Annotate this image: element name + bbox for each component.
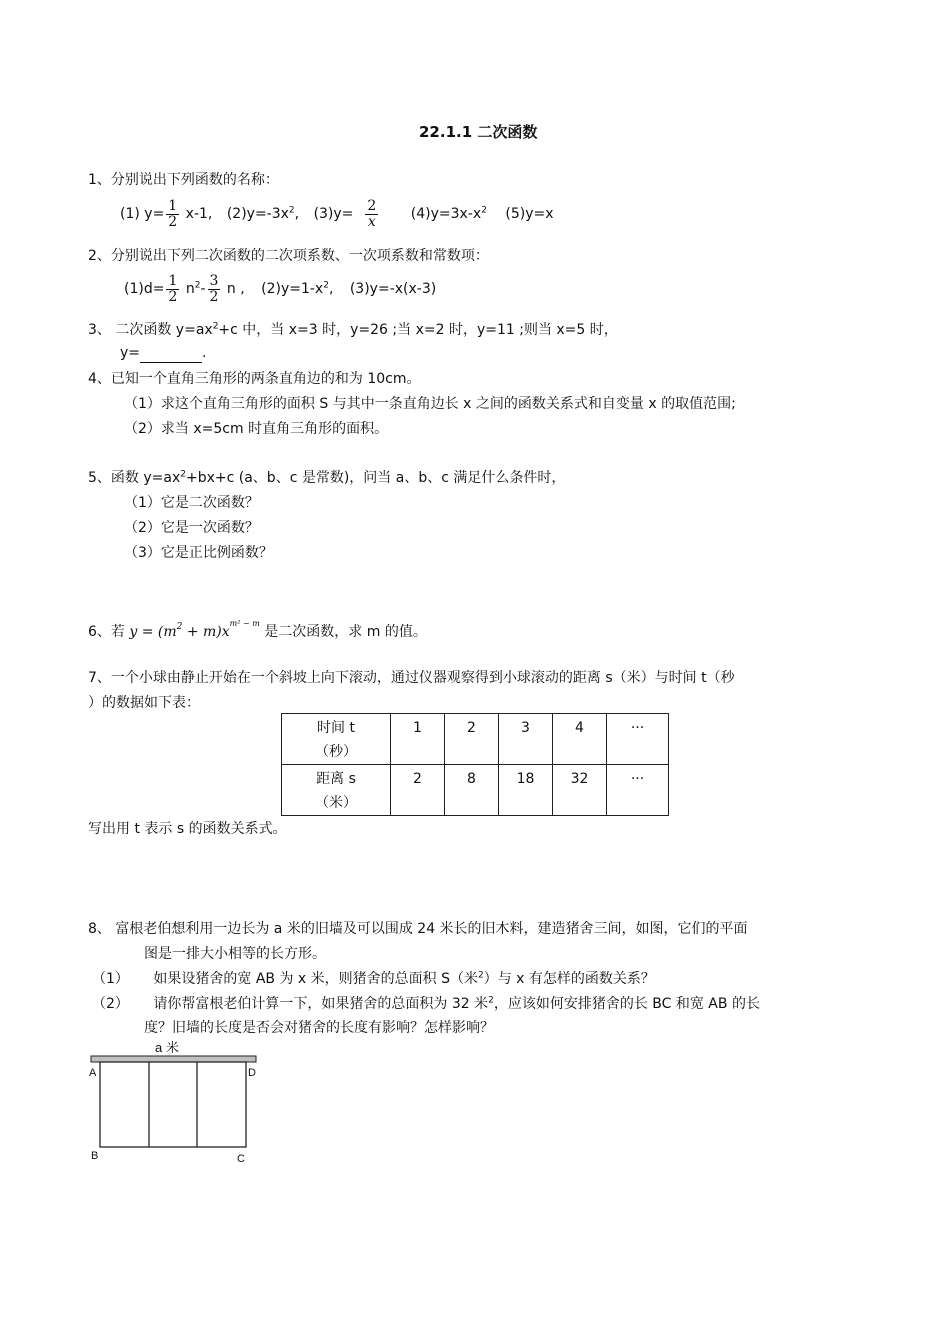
fraction-denominator: x <box>367 213 376 230</box>
table-cell: 3 <box>499 714 553 765</box>
q5-text-suffix: +bx+c (a、b、c 是常数)，问当 a、b、c 满足什么条件时， <box>185 470 566 486</box>
question-8-sub-2 <box>92 994 760 1014</box>
superscript: 2 <box>488 995 494 1006</box>
question-8-sub-2-line-2: 度？旧墙的长度是否会对猪舍的长度有影响？怎样影响？ <box>144 1020 494 1036</box>
sub-question-number: （1） <box>92 971 129 987</box>
question-8-line-1: 8、 富根老伯想利用一边长为 a 米的旧墙及可以围成 24 米长的旧木料，建造猪舍三间，如图，它们的平面 <box>88 921 748 937</box>
q3-answer-prefix: y= <box>120 345 141 361</box>
question-7-line-2: ）的数据如下表： <box>88 695 200 711</box>
q8-sub1-text-suffix: ）与 x 有怎样的函数关系？ <box>483 971 655 987</box>
q1-item1-fraction <box>166 199 179 230</box>
fraction-numerator: 1 <box>168 272 178 289</box>
question-8-sub-1 <box>92 969 655 989</box>
header-unit: （秒） <box>315 744 357 760</box>
question-3-line-1 <box>88 320 618 340</box>
vertex-d-label: D <box>248 1067 256 1079</box>
table-cell: 1 <box>391 714 445 765</box>
wall-label: a 米 <box>155 1040 179 1055</box>
question-5-sub-3: （3）它是正比例函数？ <box>124 545 273 561</box>
table-cell: 4 <box>553 714 607 765</box>
question-1-label: 1、分别说出下列函数的名称： <box>88 172 279 188</box>
formula-exponent: 2 <box>176 622 183 632</box>
question-2-items <box>124 271 436 307</box>
q8-sub2-text-prefix: 请你帮富根老伯计算一下，如果猪舍的总面积为 32 米 <box>153 996 489 1012</box>
superscript: 2 <box>481 205 487 216</box>
vertex-a-label: A <box>89 1067 97 1079</box>
table-cell: 2 <box>391 765 445 816</box>
header-label: 时间 t <box>317 720 355 736</box>
q3-answer-suffix: . <box>202 345 207 361</box>
q1-item1-suffix: x-1, <box>181 206 213 222</box>
fraction-numerator: 3 <box>209 272 219 289</box>
q1-item2 <box>227 206 299 222</box>
formula-part: y = (m <box>129 624 177 640</box>
q2-item2-suffix: , <box>328 281 334 297</box>
old-wall <box>91 1056 256 1062</box>
question-4-sub-2: （2）求当 x=5cm 时直角三角形的面积。 <box>124 421 389 437</box>
header-label: 距离 s <box>316 771 356 787</box>
q1-item3-fraction <box>365 199 378 230</box>
table-header-distance <box>282 765 391 816</box>
vertex-c-label: C <box>237 1153 245 1165</box>
q6-text-suffix: 是二次函数，求 m 的值。 <box>264 624 427 640</box>
header-unit: （米） <box>315 795 357 811</box>
q2-item3: (3)y=-x(x-3) <box>349 281 437 297</box>
fraction-denominator: 2 <box>168 213 178 230</box>
question-5-sub-1: （1）它是二次函数？ <box>124 495 259 511</box>
q2-item1-suffix: n , <box>222 281 245 297</box>
superscript: 2 <box>180 469 186 480</box>
table-row <box>282 765 669 816</box>
question-2-label: 2、分别说出下列二次函数的二次项系数、一次项系数和常数项： <box>88 248 489 264</box>
data-table <box>281 713 669 816</box>
superscript: 2 <box>288 205 295 216</box>
table-cell: 2 <box>445 714 499 765</box>
table-cell: 32 <box>553 765 607 816</box>
answer-blank[interactable] <box>140 348 202 363</box>
superscript: 2 <box>323 280 329 291</box>
vertex-b-label: B <box>91 1150 99 1162</box>
table-cell: ··· <box>607 714 669 765</box>
question-7-line-1: 7、一个小球由静止开始在一个斜坡上向下滚动，通过仪器观察得到小球滚动的距离 s（米）与时间 t（秒 <box>88 670 735 686</box>
q2-item1-prefix: (1)d= <box>124 281 165 297</box>
question-4-label: 4、已知一个直角三角形的两条直角边的和为 10cm。 <box>88 371 421 387</box>
q1-item3 <box>313 197 381 230</box>
question-5-sub-2: （2）它是一次函数？ <box>124 520 259 536</box>
q3-text-prefix: 3、 二次函数 y=ax <box>88 322 213 338</box>
q2-item2 <box>261 281 333 297</box>
table-cell: 18 <box>499 765 553 816</box>
fraction-numerator: 2 <box>367 197 377 214</box>
q1-item4 <box>411 206 487 222</box>
q1-item2-suffix: , <box>294 206 300 222</box>
formula-exponent: m² − m <box>229 619 260 628</box>
superscript: 2 <box>194 280 201 291</box>
q2-item1-minus: - <box>200 281 206 297</box>
q5-text-prefix: 5、函数 y=ax <box>88 470 181 486</box>
table-cell: 8 <box>445 765 499 816</box>
q2-item1-mid: n <box>181 281 195 297</box>
formula-part: + m)x <box>182 624 230 640</box>
question-5-label <box>88 468 565 488</box>
question-3-line-2 <box>120 343 206 363</box>
question-7-after-table: 写出用 t 表示 s 的函数关系式。 <box>88 821 287 837</box>
fraction-denominator: 2 <box>209 288 219 305</box>
q6-text-prefix: 6、若 <box>88 624 125 640</box>
q3-text-suffix: +c 中，当 x=3 时，y=26 ;当 x=2 时，y=11 ;则当 x=5 时， <box>218 322 618 338</box>
q1-item4-text: (4)y=3x-x <box>410 206 482 222</box>
superscript: 2 <box>212 321 219 332</box>
table-cell: ··· <box>607 765 669 816</box>
table-header-time <box>282 714 391 765</box>
sub-question-number: （2） <box>92 996 129 1012</box>
q2-item2-text: (2)y=1-x <box>261 281 324 297</box>
q1-item5: (5)y=x <box>505 206 554 222</box>
pig-pen-diagram <box>85 1038 265 1168</box>
question-4-sub-1: （1）求这个直角三角形的面积 S 与其中一条直角边长 x 之间的函数关系式和自变量 x 的取值范围; <box>124 396 736 412</box>
fraction-numerator: 1 <box>168 197 178 214</box>
pen-outline <box>100 1062 246 1147</box>
question-8-line-2: 图是一排大小相等的长方形。 <box>144 946 326 962</box>
table-row <box>282 714 669 765</box>
q2-item1-fraction-1 <box>166 274 179 305</box>
question-6 <box>88 618 427 648</box>
q8-sub1-text-prefix: 如果设猪舍的宽 AB 为 x 米，则猪舍的总面积 S（米 <box>153 971 478 987</box>
page-title: 22.1.1 二次函数 <box>419 123 538 141</box>
fraction-denominator: 2 <box>168 288 178 305</box>
q6-formula <box>129 619 260 640</box>
superscript: 2 <box>477 970 484 981</box>
q8-sub2-text-suffix: ，应该如何安排猪舍的长 BC 和宽 AB 的长 <box>493 996 760 1012</box>
q2-item1-fraction-2 <box>208 274 221 305</box>
q1-item1-prefix: (1) y= <box>120 206 165 222</box>
question-1-items <box>120 196 554 232</box>
q1-item3-text: (3)y= <box>313 206 354 222</box>
q1-item2-text: (2)y=-3x <box>226 206 289 222</box>
